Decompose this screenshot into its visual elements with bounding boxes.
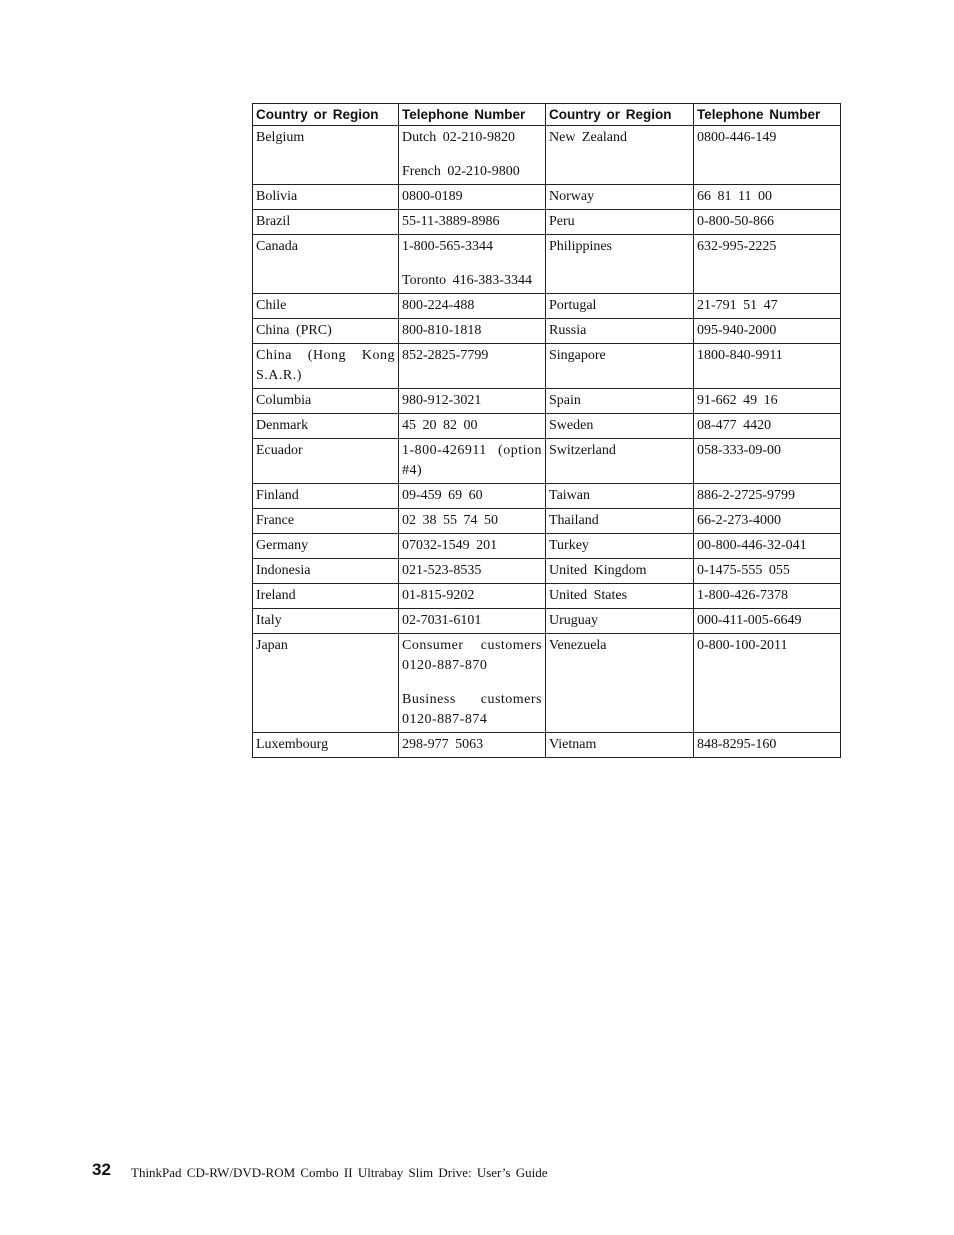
country-name: Singapore xyxy=(549,348,606,363)
country-cell xyxy=(253,414,399,439)
country-cell xyxy=(253,634,399,733)
column-header-country-1: Country or Region xyxy=(253,104,399,126)
country-name: Thailand xyxy=(549,513,599,528)
table-row xyxy=(253,185,841,210)
phone-number: 632-995-2225 xyxy=(697,239,777,254)
phone-number: 08-477 4420 xyxy=(697,418,772,433)
country-cell xyxy=(546,439,694,484)
country-cell xyxy=(546,389,694,414)
phone-cell xyxy=(399,210,546,235)
country-cell xyxy=(546,484,694,509)
country-cell xyxy=(546,414,694,439)
country-name: Columbia xyxy=(256,393,312,408)
phone-cell xyxy=(694,235,841,294)
phone-number: 1800-840-9911 xyxy=(697,348,783,363)
phone-number: 980-912-3021 xyxy=(402,393,482,408)
phone-cell xyxy=(399,294,546,319)
country-name: Luxembourg xyxy=(256,737,329,752)
country-name: China (PRC) xyxy=(256,323,332,338)
country-name: Indonesia xyxy=(256,563,311,578)
phone-cell xyxy=(694,559,841,584)
table-row xyxy=(253,534,841,559)
table-row xyxy=(253,509,841,534)
line-spacer xyxy=(402,676,542,690)
column-header-phone-1: Telephone Number xyxy=(399,104,546,126)
book-title: ThinkPad CD-RW/DVD-ROM Combo II Ultrabay Slim Drive: User’s Guide xyxy=(131,1165,548,1180)
phone-number: 886-2-2725-9799 xyxy=(697,488,795,503)
country-cell xyxy=(253,584,399,609)
phone-number: 07032-1549 201 xyxy=(402,538,498,553)
country-cell xyxy=(253,235,399,294)
phone-cell xyxy=(399,634,546,733)
phone-cell xyxy=(399,389,546,414)
country-name: New Zealand xyxy=(549,130,628,145)
phone-number: 0-800-50-866 xyxy=(697,214,774,229)
country-cell xyxy=(253,210,399,235)
phone-cell xyxy=(399,235,546,294)
country-cell xyxy=(253,509,399,534)
table-row xyxy=(253,733,841,758)
phone-number: 298-977 5063 xyxy=(402,737,484,752)
phone-number: 058-333-09-00 xyxy=(697,443,781,458)
column-header-phone-2: Telephone Number xyxy=(694,104,841,126)
table-row xyxy=(253,319,841,344)
country-cell xyxy=(546,210,694,235)
country-name: Brazil xyxy=(256,214,291,229)
table-row xyxy=(253,484,841,509)
table-row xyxy=(253,414,841,439)
country-name: Portugal xyxy=(549,298,597,313)
country-name: Turkey xyxy=(549,538,589,553)
phone-number: 91-662 49 16 xyxy=(697,393,778,408)
country-cell xyxy=(546,185,694,210)
country-cell xyxy=(253,294,399,319)
phone-cell xyxy=(399,609,546,634)
phone-number: 55-11-3889-8986 xyxy=(402,214,500,229)
phone-cell xyxy=(399,439,546,484)
phone-cell xyxy=(694,634,841,733)
phone-number: 00-800-446-32-041 xyxy=(697,538,807,553)
phone-number: 02-7031-6101 xyxy=(402,613,482,628)
country-cell xyxy=(253,484,399,509)
phone-cell xyxy=(694,439,841,484)
phone-cell xyxy=(399,733,546,758)
table-row xyxy=(253,210,841,235)
phone-number: 021-523-8535 xyxy=(402,563,482,578)
phone-cell xyxy=(399,126,546,185)
phone-cell xyxy=(694,185,841,210)
country-cell xyxy=(546,559,694,584)
phone-number: 0-800-100-2011 xyxy=(697,638,788,653)
country-name: Uruguay xyxy=(549,613,598,628)
phone-number: Toronto 416-383-3344 xyxy=(402,273,532,288)
country-cell xyxy=(253,609,399,634)
country-name: United States xyxy=(549,588,628,603)
phone-cell xyxy=(694,484,841,509)
phone-cell xyxy=(694,344,841,389)
country-name: Chile xyxy=(256,298,287,313)
phone-number: 095-940-2000 xyxy=(697,323,777,338)
table-header-row xyxy=(253,104,841,126)
phone-number: 1-800-426911 (option #4) xyxy=(402,443,542,478)
phone-number: 852-2825-7799 xyxy=(402,348,489,363)
phone-cell xyxy=(694,319,841,344)
line-spacer xyxy=(402,257,542,271)
country-name: Canada xyxy=(256,239,298,254)
phone-cell xyxy=(399,185,546,210)
table-row xyxy=(253,389,841,414)
phone-number: 0-1475-555 055 xyxy=(697,563,790,578)
country-name: United Kingdom xyxy=(549,563,647,578)
phone-cell xyxy=(694,126,841,185)
phone-cell xyxy=(399,414,546,439)
phone-cell xyxy=(694,414,841,439)
country-name: Finland xyxy=(256,488,299,503)
country-cell xyxy=(546,344,694,389)
country-name: Italy xyxy=(256,613,282,628)
country-name: Sweden xyxy=(549,418,594,433)
phone-cell xyxy=(694,534,841,559)
country-name: Spain xyxy=(549,393,581,408)
phone-number: 45 20 82 00 xyxy=(402,418,478,433)
country-name: Venezuela xyxy=(549,638,607,653)
country-name: Norway xyxy=(549,189,595,204)
table-row xyxy=(253,609,841,634)
phone-cell xyxy=(399,534,546,559)
phone-number: 66-2-273-4000 xyxy=(697,513,781,528)
country-name: Russia xyxy=(549,323,587,338)
country-name: Philippines xyxy=(549,239,613,254)
phone-number: 1-800-426-7378 xyxy=(697,588,788,603)
country-name: Ireland xyxy=(256,588,296,603)
phone-number: 1-800-565-3344 xyxy=(402,239,493,254)
country-cell xyxy=(253,185,399,210)
phone-number: French 02-210-9800 xyxy=(402,164,520,179)
country-name: Denmark xyxy=(256,418,309,433)
country-cell xyxy=(253,389,399,414)
country-name: China (Hong Kong S.A.R.) xyxy=(256,348,395,383)
country-name: Japan xyxy=(256,638,288,653)
phone-number: 000-411-005-6649 xyxy=(697,613,802,628)
country-cell xyxy=(253,439,399,484)
country-name: Peru xyxy=(549,214,575,229)
phone-cell xyxy=(694,389,841,414)
phone-cell xyxy=(399,584,546,609)
country-cell xyxy=(546,509,694,534)
country-name: Bolivia xyxy=(256,189,298,204)
table-row xyxy=(253,294,841,319)
phone-number: 21-791 51 47 xyxy=(697,298,778,313)
phone-cell xyxy=(694,609,841,634)
phone-cell xyxy=(399,559,546,584)
country-cell xyxy=(253,733,399,758)
support-phone-table xyxy=(252,103,841,758)
phone-number: Consumer customers 0120-887-870 xyxy=(402,638,542,673)
country-cell xyxy=(546,733,694,758)
country-cell xyxy=(546,126,694,185)
column-header-country-2: Country or Region xyxy=(546,104,694,126)
phone-number: 848-8295-160 xyxy=(697,737,777,752)
table-row xyxy=(253,559,841,584)
phone-number: 02 38 55 74 50 xyxy=(402,513,498,528)
phone-cell xyxy=(694,509,841,534)
phone-cell xyxy=(694,584,841,609)
phone-number: 01-815-9202 xyxy=(402,588,475,603)
country-cell xyxy=(546,235,694,294)
table-row xyxy=(253,634,841,733)
table-row xyxy=(253,439,841,484)
phone-number: 0800-0189 xyxy=(402,189,463,204)
country-name: Belgium xyxy=(256,130,305,145)
country-cell xyxy=(546,584,694,609)
country-cell xyxy=(546,319,694,344)
country-cell xyxy=(253,534,399,559)
phone-cell xyxy=(399,484,546,509)
table-row xyxy=(253,235,841,294)
line-spacer xyxy=(402,148,542,162)
phone-cell xyxy=(399,344,546,389)
country-cell xyxy=(253,344,399,389)
table-row xyxy=(253,126,841,185)
phone-number: 800-810-1818 xyxy=(402,323,482,338)
country-name: Germany xyxy=(256,538,309,553)
phone-cell xyxy=(694,210,841,235)
phone-number: 0800-446-149 xyxy=(697,130,777,145)
country-name: Vietnam xyxy=(549,737,597,752)
phone-number: Business customers 0120-887-874 xyxy=(402,692,542,727)
country-cell xyxy=(546,534,694,559)
country-cell xyxy=(546,634,694,733)
page-number: 32 xyxy=(92,1160,111,1179)
phone-number: 09-459 69 60 xyxy=(402,488,483,503)
country-cell xyxy=(253,126,399,185)
phone-cell xyxy=(399,509,546,534)
country-cell xyxy=(546,609,694,634)
country-name: France xyxy=(256,513,295,528)
phone-cell xyxy=(694,733,841,758)
table-body xyxy=(253,126,841,758)
phone-cell xyxy=(399,319,546,344)
table-row xyxy=(253,584,841,609)
country-cell xyxy=(546,294,694,319)
phone-number: 66 81 11 00 xyxy=(697,189,772,204)
phone-number: 800-224-488 xyxy=(402,298,475,313)
country-name: Taiwan xyxy=(549,488,591,503)
country-cell xyxy=(253,559,399,584)
country-name: Switzerland xyxy=(549,443,616,458)
country-name: Ecuador xyxy=(256,443,303,458)
phone-cell xyxy=(694,294,841,319)
phone-number: Dutch 02-210-9820 xyxy=(402,130,516,145)
table-row xyxy=(253,344,841,389)
country-cell xyxy=(253,319,399,344)
